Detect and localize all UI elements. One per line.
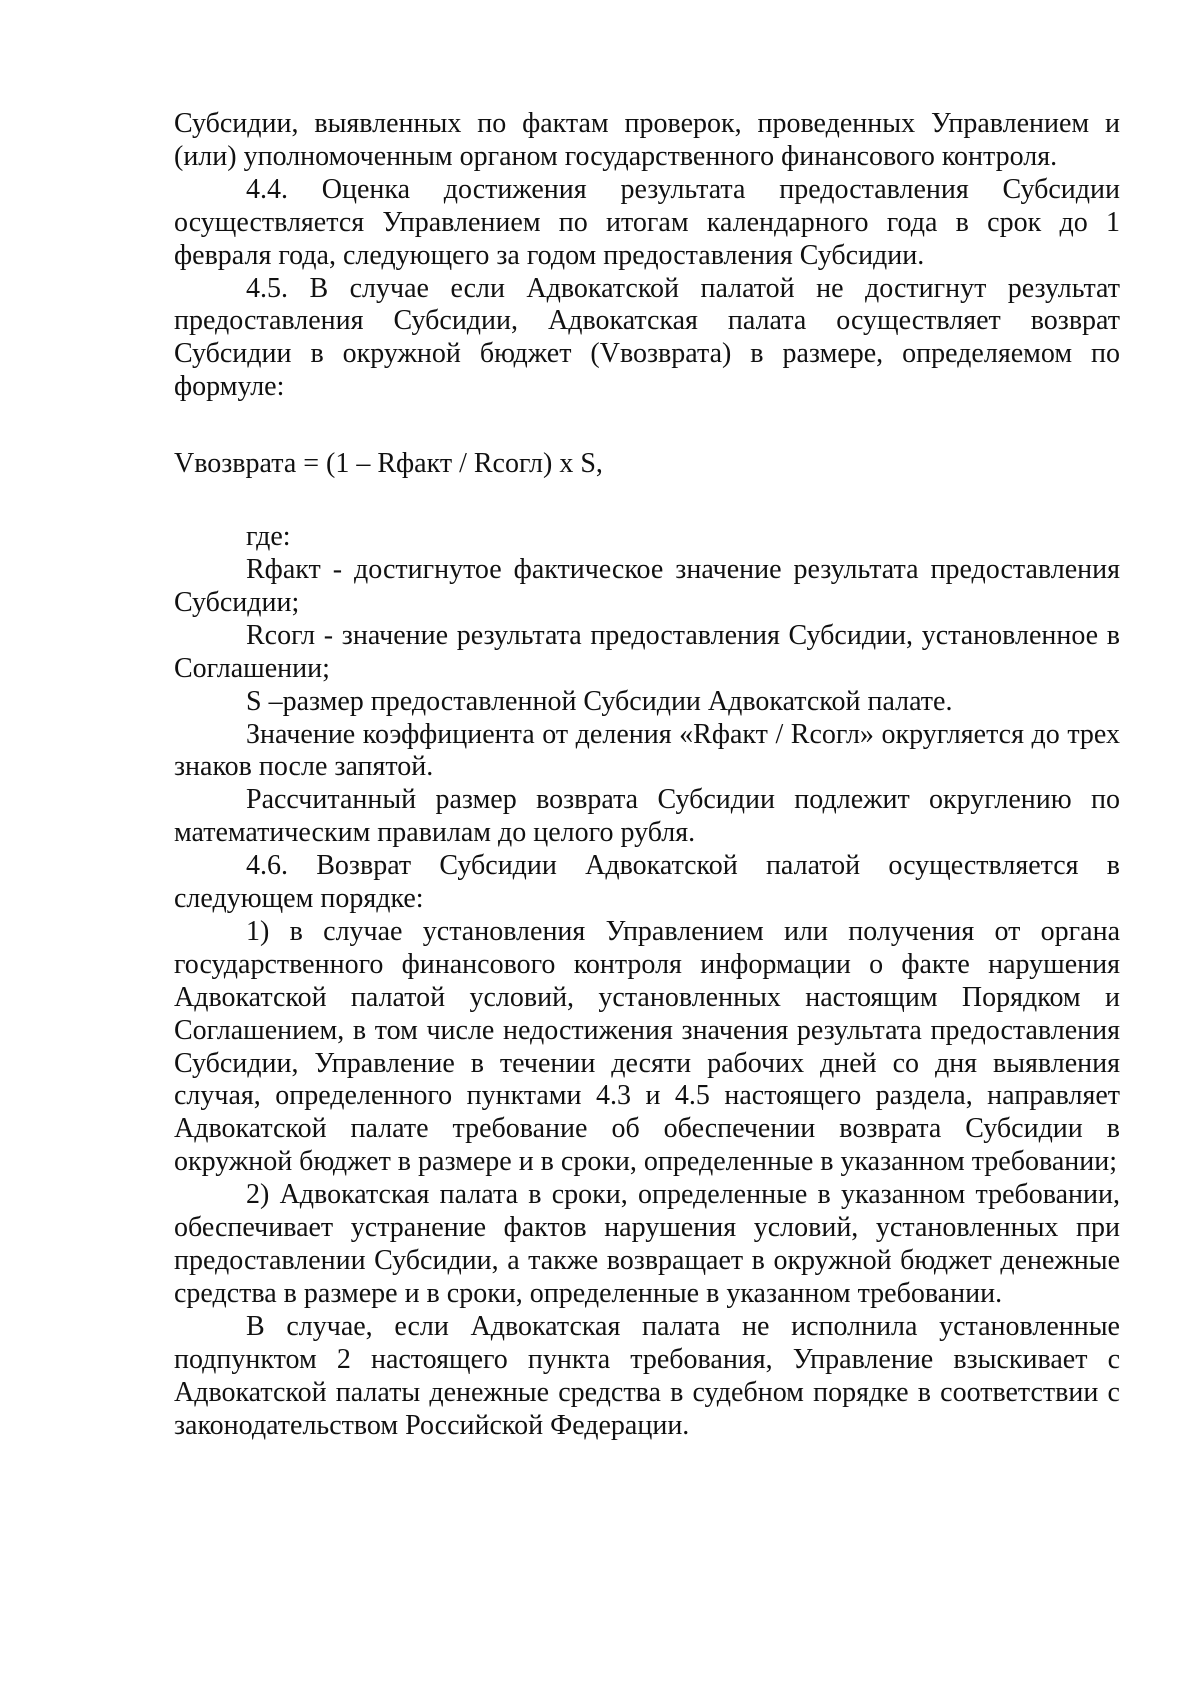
paragraph-4-4: 4.4. Оценка достижения результата предоставления Субсидии осуществляется Управлением по итогам календарного года в срок до 1 февраля года, следующего за годом предоставления Субсидии. [174,173,1120,271]
definition-s: S –размер предоставленной Субсидии Адвокатской палате. [246,685,953,717]
court-recovery-paragraph: В случае, если Адвокатская палата не исполнила установленные подпунктом 2 настоящего пункта требования, Управление взыскивает с Адвокатской палаты денежные средства в судебном порядке в соответствии с законодательством Российской Федерации. [174,1310,1120,1441]
return-rounding-note: Рассчитанный размер возврата Субсидии подлежит округлению по математическим правилам до целого рубля. [174,784,1120,849]
paragraph-continuation: Субсидии, выявленных по фактам проверок, проведенных Управлением и (или) уполномоченным органом государственного финансового контроля. [174,108,1120,172]
document-body [174,108,1120,1442]
definition-r-sogl: Rсогл - значение результата предоставления Субсидии, установленное в Соглашении; [174,619,1120,684]
subitem-2: 2) Адвокатская палата в сроки, определенные в указанном требовании, обеспечивает устранение фактов нарушения условий, установленных при предоставлении Субсидии, а также возвращает в окружной бюджет денежные средства в размере и в сроки, определенные в указанном требовании. [174,1179,1120,1309]
paragraph-4-5: 4.5. В случае если Адвокатской палатой не достигнут результат предоставления Субсидии, Адвокатская палата осуществляет возврат Субсидии в окружной бюджет (Vвозврата) в размере, определяемом по формуле: [174,272,1120,403]
paragraph-4-6: 4.6. Возврат Субсидии Адвокатской палатой осуществляется в следующем порядке: [174,850,1120,915]
where-label: где: [246,521,291,553]
definition-r-fact: Rфакт - достигнутое фактическое значение результата предоставления Субсидии; [174,553,1120,618]
subitem-1: 1) в случае установления Управлением или получения от органа государственного финансового контроля информации о факте нарушения Адвокатской палатой условий, установленных настоящим Порядком и Соглашением, в том числе недостижения значения результата предоставления Субсидии, Управление в течении десяти рабочих дней со дня выявления случая, определенного пунктами 4.3 и 4.5 настоящего раздела, направляет Адвокатской палате требование об обеспечении возврата Субсидии в окружной бюджет в размере и в сроки, определенные в указанном требовании; [174,915,1120,1178]
coefficient-rounding-note: Значение коэффициента от деления «Rфакт / Rсогл» округляется до трех знаков после запятой. [174,718,1120,783]
return-formula: Vвозврата = (1 – Rфакт / Rсогл) x S, [174,448,603,480]
